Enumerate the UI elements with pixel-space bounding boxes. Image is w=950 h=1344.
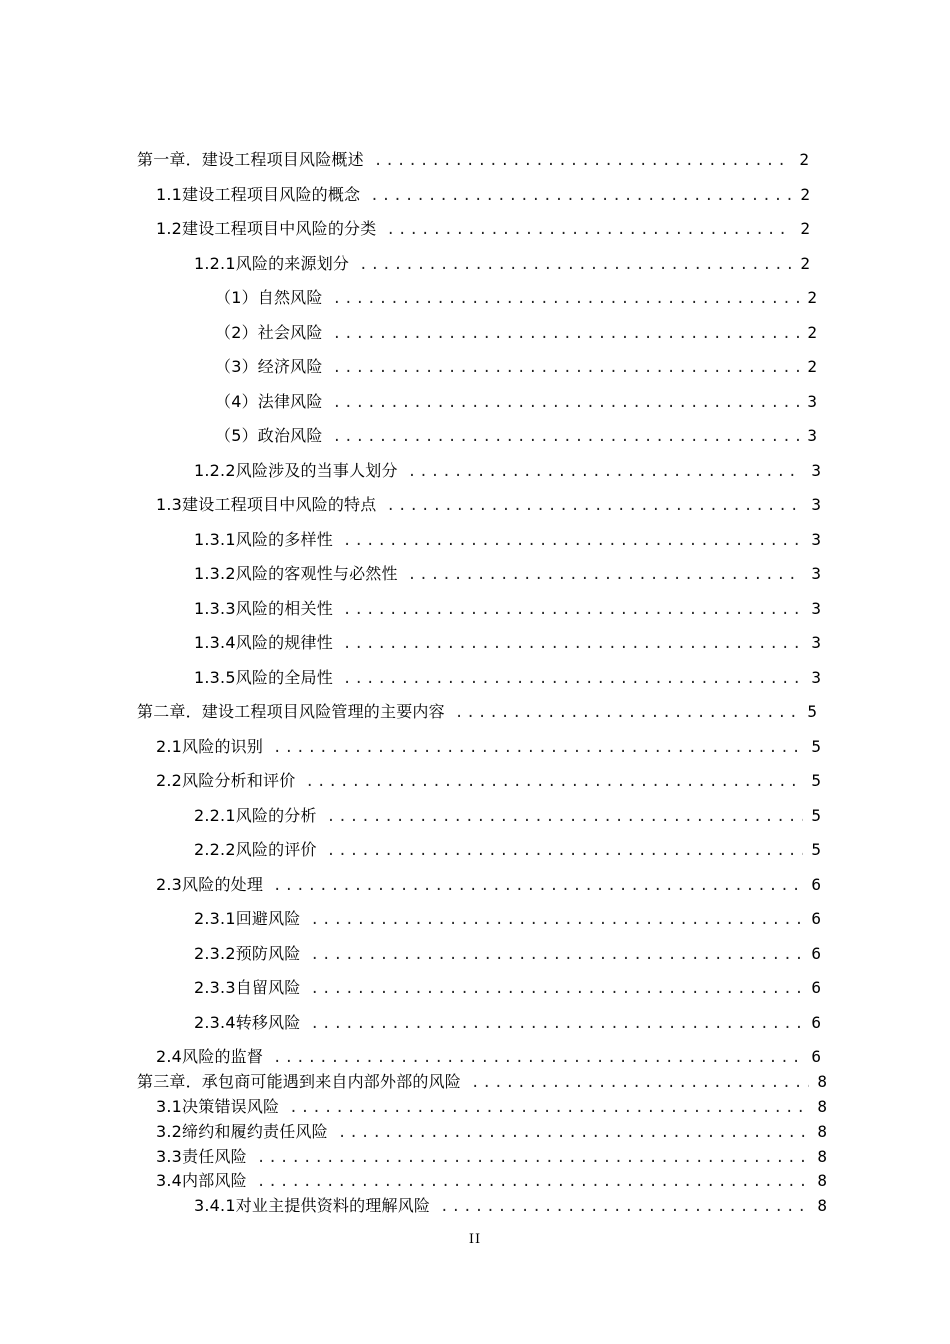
- toc-title: 3.3责任风险: [156, 1147, 247, 1166]
- toc-page-number: 3: [807, 426, 817, 445]
- toc-page-number: 8: [817, 1196, 827, 1215]
- toc-page-number: 2: [800, 254, 810, 273]
- toc-page-number: 3: [811, 599, 821, 618]
- toc-page-number: 5: [811, 737, 821, 756]
- footer-page-number: II: [468, 1232, 482, 1247]
- toc-title: 3.4.1对业主提供资料的理解风险: [194, 1196, 431, 1215]
- toc-title: 第二章．建设工程项目风险管理的主要内容: [137, 702, 445, 721]
- dot-leader: [311, 977, 803, 1001]
- toc-section-3-1: [156, 1096, 827, 1118]
- toc-title: 1.3.2风险的客观性与必然性: [194, 564, 398, 583]
- toc-title: （1）自然风险: [215, 288, 323, 307]
- toc-page-number: 6: [811, 875, 821, 894]
- toc-title: 1.1建设工程项目风险的概念: [156, 185, 361, 204]
- toc-title: 2.4风险的监督: [156, 1047, 264, 1066]
- toc-title: 2.2.2风险的评价: [194, 840, 317, 859]
- dot-leader: [333, 425, 799, 449]
- dot-leader: [343, 598, 803, 622]
- toc-subsection-3-4-1: [194, 1195, 827, 1217]
- toc-subsection-1-3-2: [194, 562, 821, 586]
- toc-title: 第三章．承包商可能遇到来自内部外部的风险: [137, 1072, 462, 1091]
- toc-subsection-2-3-1: [194, 907, 821, 931]
- toc-title: 1.3建设工程项目中风险的特点: [156, 495, 377, 514]
- toc-page-number: 5: [807, 702, 817, 721]
- toc-page-number: 8: [817, 1097, 827, 1116]
- toc-title: 3.1决策错误风险: [156, 1097, 280, 1116]
- toc-page-number: 6: [811, 978, 821, 997]
- dot-leader: [333, 356, 799, 380]
- toc-section-3-2: [156, 1121, 827, 1143]
- dot-leader: [440, 1196, 809, 1218]
- toc-subsection-1-3-1: [194, 528, 821, 552]
- dot-leader: [343, 632, 803, 656]
- toc-page-number: 5: [811, 771, 821, 790]
- toc-title: 1.2建设工程项目中风险的分类: [156, 219, 377, 238]
- dot-leader: [273, 736, 803, 760]
- dot-leader: [273, 1046, 803, 1070]
- toc-page-number: 3: [811, 633, 821, 652]
- dot-leader: [327, 805, 803, 829]
- toc-page-number: 3: [811, 564, 821, 583]
- toc-subsection-2-3-4: [194, 1011, 821, 1035]
- toc-page-number: 2: [800, 219, 810, 238]
- toc-subsection-1-3-4: [194, 631, 821, 655]
- toc-page-number: 3: [811, 495, 821, 514]
- toc-title: 2.3.1回避风险: [194, 909, 301, 928]
- dot-leader: [333, 391, 799, 415]
- toc-section-1-3: [156, 493, 821, 517]
- toc-page-number: 5: [811, 806, 821, 825]
- toc-page-number: 3: [807, 392, 817, 411]
- toc-page-number: 8: [817, 1147, 827, 1166]
- toc-title: 1.3.1风险的多样性: [194, 530, 333, 549]
- toc-title: 3.2缔约和履约责任风险: [156, 1122, 328, 1141]
- dot-leader: [327, 839, 803, 863]
- toc-subsection-1-3-5: [194, 666, 821, 690]
- dot-leader: [338, 1122, 809, 1144]
- toc-page-number: 6: [811, 1013, 821, 1032]
- toc-item-natural-risk: [215, 286, 817, 310]
- dot-leader: [257, 1147, 809, 1169]
- toc-section-2-3: [156, 873, 821, 897]
- dot-leader: [311, 943, 803, 967]
- toc-chapter-1: [137, 148, 809, 172]
- toc-title: 2.3.4转移风险: [194, 1013, 301, 1032]
- toc-subsection-2-2-1: [194, 804, 821, 828]
- toc-page-number: 2: [807, 323, 817, 342]
- toc-title: 2.2风险分析和评价: [156, 771, 296, 790]
- toc-title: 2.2.1风险的分析: [194, 806, 317, 825]
- toc-item-political-risk: [215, 424, 817, 448]
- toc-chapter-2: [137, 700, 817, 724]
- toc-item-legal-risk: [215, 390, 817, 414]
- toc-page-number: 8: [817, 1171, 827, 1190]
- toc-page-number: 2: [807, 357, 817, 376]
- toc-title: （2）社会风险: [215, 323, 323, 342]
- toc-section-2-2: [156, 769, 821, 793]
- toc-section-2-4: [156, 1045, 821, 1069]
- toc-page-number: 2: [800, 185, 810, 204]
- toc-subsection-1-2-2: [194, 459, 821, 483]
- toc-title: 第一章．建设工程项目风险概述: [137, 150, 364, 169]
- dot-leader: [305, 770, 803, 794]
- toc-page-number: 2: [807, 288, 817, 307]
- dot-leader: [257, 1171, 809, 1193]
- dot-leader: [311, 908, 803, 932]
- toc-title: 1.2.1风险的来源划分: [194, 254, 350, 273]
- toc-subsection-2-3-2: [194, 942, 821, 966]
- toc-subsection-1-3-3: [194, 597, 821, 621]
- toc-title: （5）政治风险: [215, 426, 323, 445]
- toc-title: 2.3风险的处理: [156, 875, 264, 894]
- toc-page-number: 2: [799, 150, 809, 169]
- toc-title: 1.3.5风险的全局性: [194, 668, 333, 687]
- toc-title: 1.3.3风险的相关性: [194, 599, 333, 618]
- toc-title: （4）法律风险: [215, 392, 323, 411]
- toc-subsection-1-2-1: [194, 252, 810, 276]
- toc-page-number: 8: [817, 1072, 827, 1091]
- dot-leader: [386, 494, 803, 518]
- toc-title: 1.2.2风险涉及的当事人划分: [194, 461, 398, 480]
- toc-title: 2.3.3自留风险: [194, 978, 301, 997]
- toc-subsection-2-2-2: [194, 838, 821, 862]
- toc-page-number: 3: [811, 461, 821, 480]
- toc-subsection-2-3-3: [194, 976, 821, 1000]
- dot-leader: [333, 287, 799, 311]
- toc-page-number: 5: [811, 840, 821, 859]
- dot-leader: [289, 1097, 809, 1119]
- dot-leader: [333, 322, 799, 346]
- toc-section-3-4: [156, 1170, 827, 1192]
- dot-leader: [408, 460, 803, 484]
- toc-title: （3）经济风险: [215, 357, 323, 376]
- toc-title: 2.3.2预防风险: [194, 944, 301, 963]
- toc-item-social-risk: [215, 321, 817, 345]
- toc-page-number: 8: [817, 1122, 827, 1141]
- toc-chapter-3: [137, 1071, 827, 1093]
- toc-section-3-3: [156, 1146, 827, 1168]
- toc-section-1-1: [156, 183, 810, 207]
- dot-leader: [370, 184, 792, 208]
- toc-title: 2.1风险的识别: [156, 737, 264, 756]
- toc-item-economic-risk: [215, 355, 817, 379]
- dot-leader: [273, 874, 803, 898]
- toc-page-number: 6: [811, 909, 821, 928]
- dot-leader: [471, 1072, 809, 1094]
- dot-leader: [386, 218, 792, 242]
- dot-leader: [359, 253, 792, 277]
- toc-section-2-1: [156, 735, 821, 759]
- dot-leader: [311, 1012, 803, 1036]
- toc-title: 3.4内部风险: [156, 1171, 247, 1190]
- toc-page-number: 6: [811, 1047, 821, 1066]
- toc-section-1-2: [156, 217, 810, 241]
- dot-leader: [343, 667, 803, 691]
- toc-page-number: 3: [811, 530, 821, 549]
- dot-leader: [408, 563, 803, 587]
- dot-leader: [343, 529, 803, 553]
- toc-title: 1.3.4风险的规律性: [194, 633, 333, 652]
- dot-leader: [374, 149, 791, 173]
- toc-page-number: 3: [811, 668, 821, 687]
- toc-page-number: 6: [811, 944, 821, 963]
- dot-leader: [455, 701, 799, 725]
